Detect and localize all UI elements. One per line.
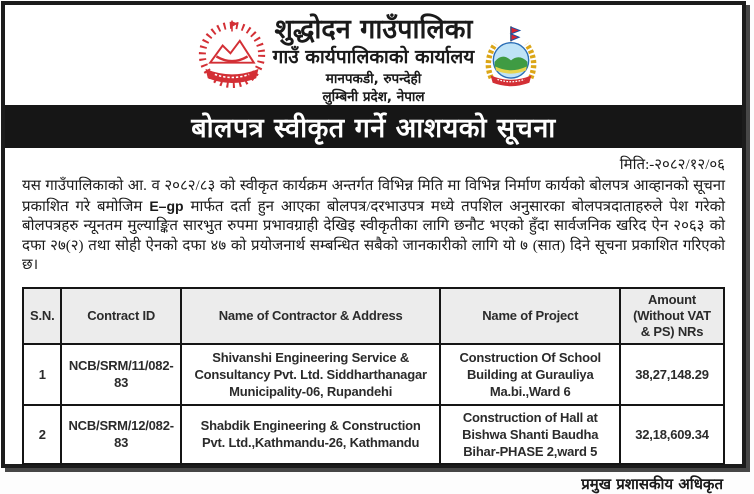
header-sn: S.N. <box>23 288 61 344</box>
cell-contract-id: NCB/SRM/11/082-83 <box>61 344 180 405</box>
cell-project: Construction Of School Building at Gurauliya Ma.bi.,Ward 6 <box>440 344 620 405</box>
egp-label: E–gp <box>149 197 184 214</box>
nepal-government-emblem-icon <box>193 19 271 97</box>
table-row <box>23 344 724 405</box>
address-line: मानपकडी, रुपन्देही <box>325 71 422 87</box>
letterhead <box>5 5 742 105</box>
office-name: गाउँ कार्यपालिकाको कार्यालय <box>272 46 475 68</box>
notice-document <box>1 1 746 493</box>
cell-amount: 32,18,609.34 <box>620 405 724 464</box>
table-row <box>23 405 724 464</box>
notice-title: बोलपत्र स्वीकृत गर्ने आशयको सूचना <box>191 113 556 144</box>
notice-date: मिति:-२०८२/१२/०६ <box>619 157 725 173</box>
organization-name: शुद्धोदन गाउँपालिका <box>274 14 473 45</box>
tender-award-table <box>22 287 725 465</box>
header-amount: Amount (Without VAT & PS) NRs <box>620 288 724 344</box>
paragraph-part-2: मार्फत दर्ता हुन आएका बोलपत्र/दरभाउपत्र मध्ये तपशिल अनुसारका बोलपत्रदाताहरुले पेश गरेको बोलपत्रहरु न्यूनतम मुल्याङ्कित सारभुत रुपमा प्रभावग्राही देखिइ स्वीकृतीका लागि छनौट भएको हुँदा सार्वजनिक खरिद ऐन २०६३ को दफा २७(२) तथा सोही ऐनको दफा ४७ को प्रयोजनार्थ सम्बन्धित सबैको जानकारीको लागि यो ७ (सात) दिने सूचना प्रकाशित गरिएको छ। <box>22 198 725 273</box>
notice-paragraph <box>22 177 725 276</box>
table-header-row <box>23 288 724 344</box>
header-contractor: Name of Contractor & Address <box>181 288 441 344</box>
notice-title-banner <box>5 105 742 148</box>
cell-contract-id: NCB/SRM/12/082-83 <box>61 405 180 464</box>
cell-sn: 1 <box>23 344 61 405</box>
cell-amount: 38,27,148.29 <box>620 344 724 405</box>
province-line: लुम्बिनी प्रदेश, नेपाल <box>322 89 425 105</box>
header-project: Name of Project <box>440 288 620 344</box>
paragraph-part-1: यस गाउँपालिकाको आ. व २०८२/८३ को स्वीकृत कार्यक्रम अन्तर्गत विभिन्न मिति मा विभिन्न निर्माण कार्यको बोलपत्र आव्हानको सूचना प्रकाशित गरे बमोजिम <box>22 178 725 215</box>
header-contract-id: Contract ID <box>61 288 180 344</box>
cell-contractor: Shivanshi Engineering Service & Consultancy Pvt. Ltd. Siddharthanagar Municipality-06, Rupandehi <box>181 344 441 405</box>
notice-body <box>5 148 742 494</box>
cell-contractor: Shabdik Engineering & Construction Pvt. Ltd.,Kathmandu-26, Kathmandu <box>181 405 441 464</box>
cell-sn: 2 <box>23 405 61 464</box>
signatory-title: प्रमुख प्रशासकीय अधिकृत <box>581 474 723 493</box>
municipality-seal-icon <box>477 23 545 95</box>
cell-project: Construction of Hall at Bishwa Shanti Baudha Bihar-PHASE 2,ward 5 <box>440 405 620 464</box>
